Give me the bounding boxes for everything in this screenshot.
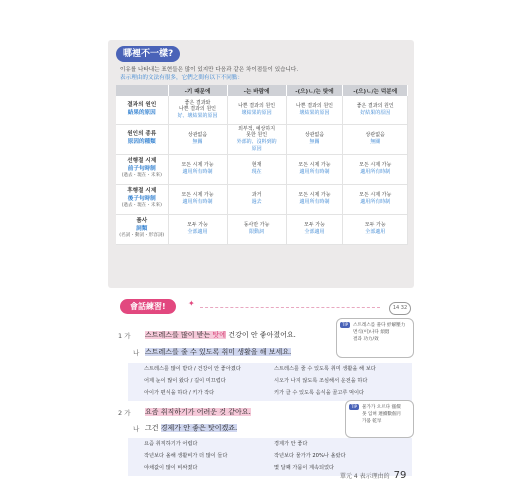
vocab-tip-2 [345, 400, 414, 438]
row-header-zh: 詞類 [136, 225, 148, 232]
table-cell [227, 184, 286, 214]
audio-track-label: 14 32 [392, 305, 408, 311]
table-cell [343, 184, 408, 214]
substitution-cell: 작년보다 물가가 20%나 올랐다 [274, 453, 346, 459]
example-2-number-b: 나 [133, 425, 140, 433]
cell-zh: 全部適用 [304, 229, 325, 235]
sentence-part: 그건 [145, 424, 161, 432]
row-header-zh: 原因的種類 [127, 139, 156, 145]
table-cell [168, 96, 227, 124]
cell-ko: 상관없음 [365, 132, 385, 139]
row-header-zh: 結果的原因 [127, 109, 156, 116]
table-cell [286, 154, 343, 184]
table-cell [286, 124, 343, 154]
tip-item: 못 입혀 連續數個月 [362, 411, 402, 417]
substitution-cell: 몇 달째 가뭄이 계속되었다 [274, 465, 335, 471]
table-row [116, 184, 408, 214]
cell-zh: 無關 [309, 139, 320, 145]
example-2-sentence-a [145, 407, 251, 417]
cell-ko: 모든 시제 가능 [359, 192, 392, 199]
grammar-box-subtitle-ko: 이유를 나타내는 표현들은 많이 있지만 다음과 같은 차이점들이 있습니다. [120, 67, 299, 73]
cell-zh: 適用所有時制 [299, 199, 330, 205]
substitution-cell: 키가 클 수 있도록 음식을 골고루 먹이다 [274, 390, 365, 396]
table-cell [168, 214, 227, 244]
cell-ko: 현재 [251, 162, 262, 169]
cell-ko: 외부적, 예상하지 못한 원인 [238, 125, 276, 139]
cell-ko: 모든 시제 가능 [298, 192, 331, 199]
page-footer [340, 470, 406, 481]
cell-zh: 好、壞結果的原因 [177, 113, 218, 120]
cell-zh: 好結果的原因 [360, 109, 391, 116]
row-header-ko: 결과의 원인 [127, 102, 157, 109]
cell-zh: 壞結果的原因 [241, 109, 272, 116]
cell-ko: 모두 가능 [187, 222, 208, 229]
table-row [116, 214, 408, 244]
sentence-part: 스트레스를 줄 수 있도록 취미 생활을 해 보세요. [145, 348, 292, 356]
cell-zh: 現在 [251, 169, 262, 175]
example-1-number-a: 1 가 [118, 332, 131, 340]
highlighted-grammar: 경제가 안 좋은 탓이겠죠. [160, 424, 238, 432]
cell-ko: 동사만 가능 [243, 222, 270, 229]
column-header: -는 바람에 [227, 85, 286, 96]
example-2-sentence-b [145, 423, 237, 433]
cell-ko: 모든 시제 가능 [181, 162, 214, 169]
cell-zh: 無關 [192, 139, 203, 145]
cell-zh: 適用所有時制 [182, 169, 213, 175]
table-cell [343, 154, 408, 184]
tip-tag: TIP [342, 322, 349, 327]
row-header-note: (過去・現在・未來) [121, 173, 162, 179]
sentence-part: 요즘 취직하기가 어려운 것 같아요. [145, 408, 251, 416]
practice-section-title: 會話練習! [120, 299, 176, 314]
row-header-ko: 후행절 시제 [127, 188, 157, 195]
table-cell [227, 96, 286, 124]
tip-item: 물가가 오르다 漲價 [362, 405, 401, 410]
cell-zh: 無關 [370, 139, 381, 145]
cell-ko: 상관없음 [304, 132, 325, 139]
cell-ko: 모두 가능 [364, 222, 386, 229]
cell-zh: 全部適用 [187, 229, 208, 235]
row-header-ko: 원인의 종류 [127, 131, 157, 138]
cell-ko: 과거 [251, 192, 262, 199]
row-header [116, 124, 168, 154]
cell-ko: 상관없음 [187, 132, 208, 139]
row-header-zh: 前子句時制 [127, 165, 156, 172]
sparkle-icon: ✦ [188, 299, 195, 308]
substitution-cell: 스트레스를 줄 수 있도록 취미 생활을 해 보다 [274, 366, 376, 372]
vocab-tip-1 [336, 318, 414, 358]
row-header [116, 96, 168, 124]
table-cell [286, 214, 343, 244]
tip-tag: TIP [351, 404, 358, 409]
cell-ko: 모든 시제 가능 [181, 192, 214, 199]
row-header-ko: 선행절 시제 [127, 158, 157, 165]
table-cell [343, 96, 408, 124]
cell-ko: 모든 시제 가능 [298, 162, 331, 169]
table-cell [168, 184, 227, 214]
row-header [116, 154, 168, 184]
row-header [116, 214, 168, 244]
substitution-cell: 작년보다 올해 생활비가 더 많이 들다 [144, 453, 228, 459]
cell-ko: 모든 시제 가능 [359, 162, 392, 169]
cell-ko: 좋은 결과의 원인 [356, 103, 394, 109]
audio-track-badge[interactable] [389, 302, 411, 315]
cell-zh: 適用所有時制 [182, 199, 213, 205]
table-cell [343, 124, 408, 154]
cell-zh: 適用所有時制 [299, 169, 330, 175]
cell-zh: 過去 [251, 199, 262, 205]
substitution-cell: 경제가 안 좋다 [274, 441, 308, 447]
sentence-part: 건강이 안 좋아졌어요. [226, 331, 296, 339]
table-cell [343, 214, 408, 244]
substitution-cell: 야채값이 많이 비싸졌다 [144, 465, 198, 471]
cell-ko: 모두 가능 [304, 222, 325, 229]
column-header: -(으)ㄴ/는 탓에 [286, 85, 343, 96]
table-cell [227, 214, 286, 244]
table-cell [286, 184, 343, 214]
row-header-note: (名詞・動詞・形容詞) [119, 233, 165, 239]
column-header: -기 때문에 [168, 85, 227, 96]
section-divider [200, 307, 380, 308]
substitution-cell: 요즘 취직하기가 어렵다 [144, 441, 198, 447]
row-header-ko: 품사 [136, 218, 148, 225]
sentence-part: 스트레스를 많이 받는 [145, 331, 213, 339]
highlighted-grammar: 탓에 [212, 331, 227, 339]
row-header-note: (過去・現在・未來) [121, 203, 162, 209]
table-cell [227, 154, 286, 184]
footer-unit-label: 單元 4 表示理由的 [340, 473, 390, 480]
cell-ko: 좋은 결과와 나쁜 결과의 원인 [179, 99, 217, 113]
cell-zh: 全部適用 [365, 229, 386, 235]
table-cell [227, 124, 286, 154]
cell-ko: 나쁜 결과의 원인 [295, 103, 333, 109]
cell-ko: 나쁜 결과의 원인 [238, 103, 276, 109]
table-row [116, 154, 408, 184]
substitution-cell: 어제 눈이 많이 왔다 / 길이 미끄럽다 [144, 378, 226, 384]
example-1-sentence-b [145, 347, 291, 357]
cell-zh: 外部的、沒料到的 原因 [236, 139, 277, 152]
tip-item: 가뭄 乾旱 [362, 418, 382, 424]
tip-item: 스트레스를 풀다 紓解壓力 [353, 323, 406, 328]
cell-zh: 限動詞 [249, 229, 265, 235]
tip-item: 면식(이)나다 煩悶 [353, 329, 390, 335]
table-cell [168, 154, 227, 184]
example-1-number-b: 나 [133, 349, 140, 357]
table-cell [286, 96, 343, 124]
textbook-page [100, 40, 422, 485]
table-corner [116, 85, 168, 96]
tip-item: 결과 功力/效 [353, 336, 379, 342]
table-row [116, 96, 408, 124]
cell-zh: 壞結果的原因 [299, 109, 330, 116]
row-header [116, 184, 168, 214]
page-number: 79 [393, 470, 407, 481]
substitution-cell: 시오가 나지 않도록 조심해서 운전을 하다 [274, 378, 368, 384]
table-row [116, 124, 408, 154]
grammar-box-title: 哪裡不一樣? [116, 46, 180, 62]
grammar-box-subtitle-zh: 表示理由的文法有很多，它們之間有以下不同點： [120, 75, 244, 81]
cell-zh: 適用所有時制 [360, 169, 391, 175]
example-1-sentence-a [145, 330, 296, 340]
example-2-number-a: 2 가 [118, 409, 131, 417]
cell-zh: 適用所有時制 [360, 199, 391, 205]
column-header: -(으)ㄴ/는 덕분에 [343, 85, 408, 96]
substitution-box-1 [128, 363, 412, 401]
substitution-cell: 아이가 편식을 하다 / 키가 작다 [144, 390, 215, 396]
substitution-cell: 스트레스를 많이 받다 / 건강이 안 좋아졌다 [144, 366, 241, 372]
row-header-zh: 後子句時制 [127, 195, 156, 202]
grammar-compare-table [116, 85, 408, 245]
table-cell [168, 124, 227, 154]
